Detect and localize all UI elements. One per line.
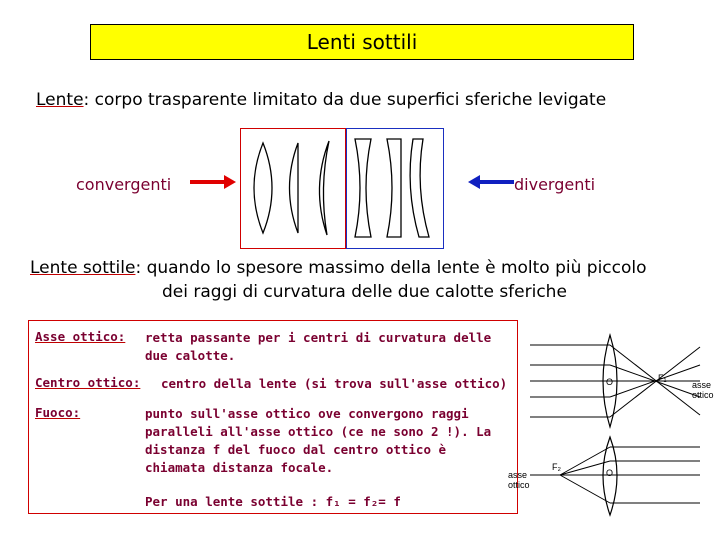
lente-sottile-definition <box>30 258 647 278</box>
f1-label: F₁ <box>658 373 667 383</box>
lente-sottile-term: Lente sottile <box>30 258 136 278</box>
f2-label: F₂ <box>552 462 561 472</box>
fuoco-term: Fuoco: <box>35 405 81 420</box>
centro-ottico-term: Centro ottico: <box>35 375 141 390</box>
convergent-lenses-frame <box>240 128 346 249</box>
title-banner <box>90 24 634 60</box>
convergenti-label: convergenti <box>76 175 172 194</box>
o-bottom-label: O <box>606 468 614 478</box>
page-title: Lenti sottili <box>306 30 418 54</box>
asse-ottico-right-label: asse ottico <box>692 380 714 400</box>
fuoco-text: punto sull'asse ottico ove convergono raggi paralleli all'asse ottico (ce ne sono 2 !). La distanza f del fuoco dal centro ottico è chiamata distanza focale. <box>145 406 492 475</box>
lente-text: : corpo trasparente limitato da due superfici sferiche levigate <box>83 90 607 110</box>
lente-definition <box>36 90 606 110</box>
definitions-box <box>28 320 518 514</box>
left-arrow-icon <box>466 172 516 192</box>
formula-text: Per una lente sottile : f₁ = f₂= f <box>145 494 401 509</box>
centro-ottico-text: centro della lente (si trova sull'asse ottico) <box>161 376 508 391</box>
lente-sottile-text2: dei raggi di curvatura delle due calotte sferiche <box>162 282 567 302</box>
divergent-lenses-frame <box>346 128 444 249</box>
asse-ottico-text: retta passante per i centri di curvatura delle due calotte. <box>145 330 492 363</box>
divergent-lenses-drawing <box>347 129 442 247</box>
convergent-lenses-drawing <box>241 129 344 247</box>
focus-diagram <box>500 325 720 525</box>
o-top-label: O <box>606 377 614 387</box>
asse-ottico-left-label: asse ottico <box>508 470 530 490</box>
divergenti-label: divergenti <box>514 175 596 194</box>
lente-term: Lente <box>36 90 84 110</box>
lente-sottile-text1: : quando lo spesore massimo della lente è molto più piccolo <box>135 258 647 278</box>
right-arrow-icon <box>188 172 238 192</box>
asse-ottico-term: Asse ottico: <box>35 329 126 344</box>
